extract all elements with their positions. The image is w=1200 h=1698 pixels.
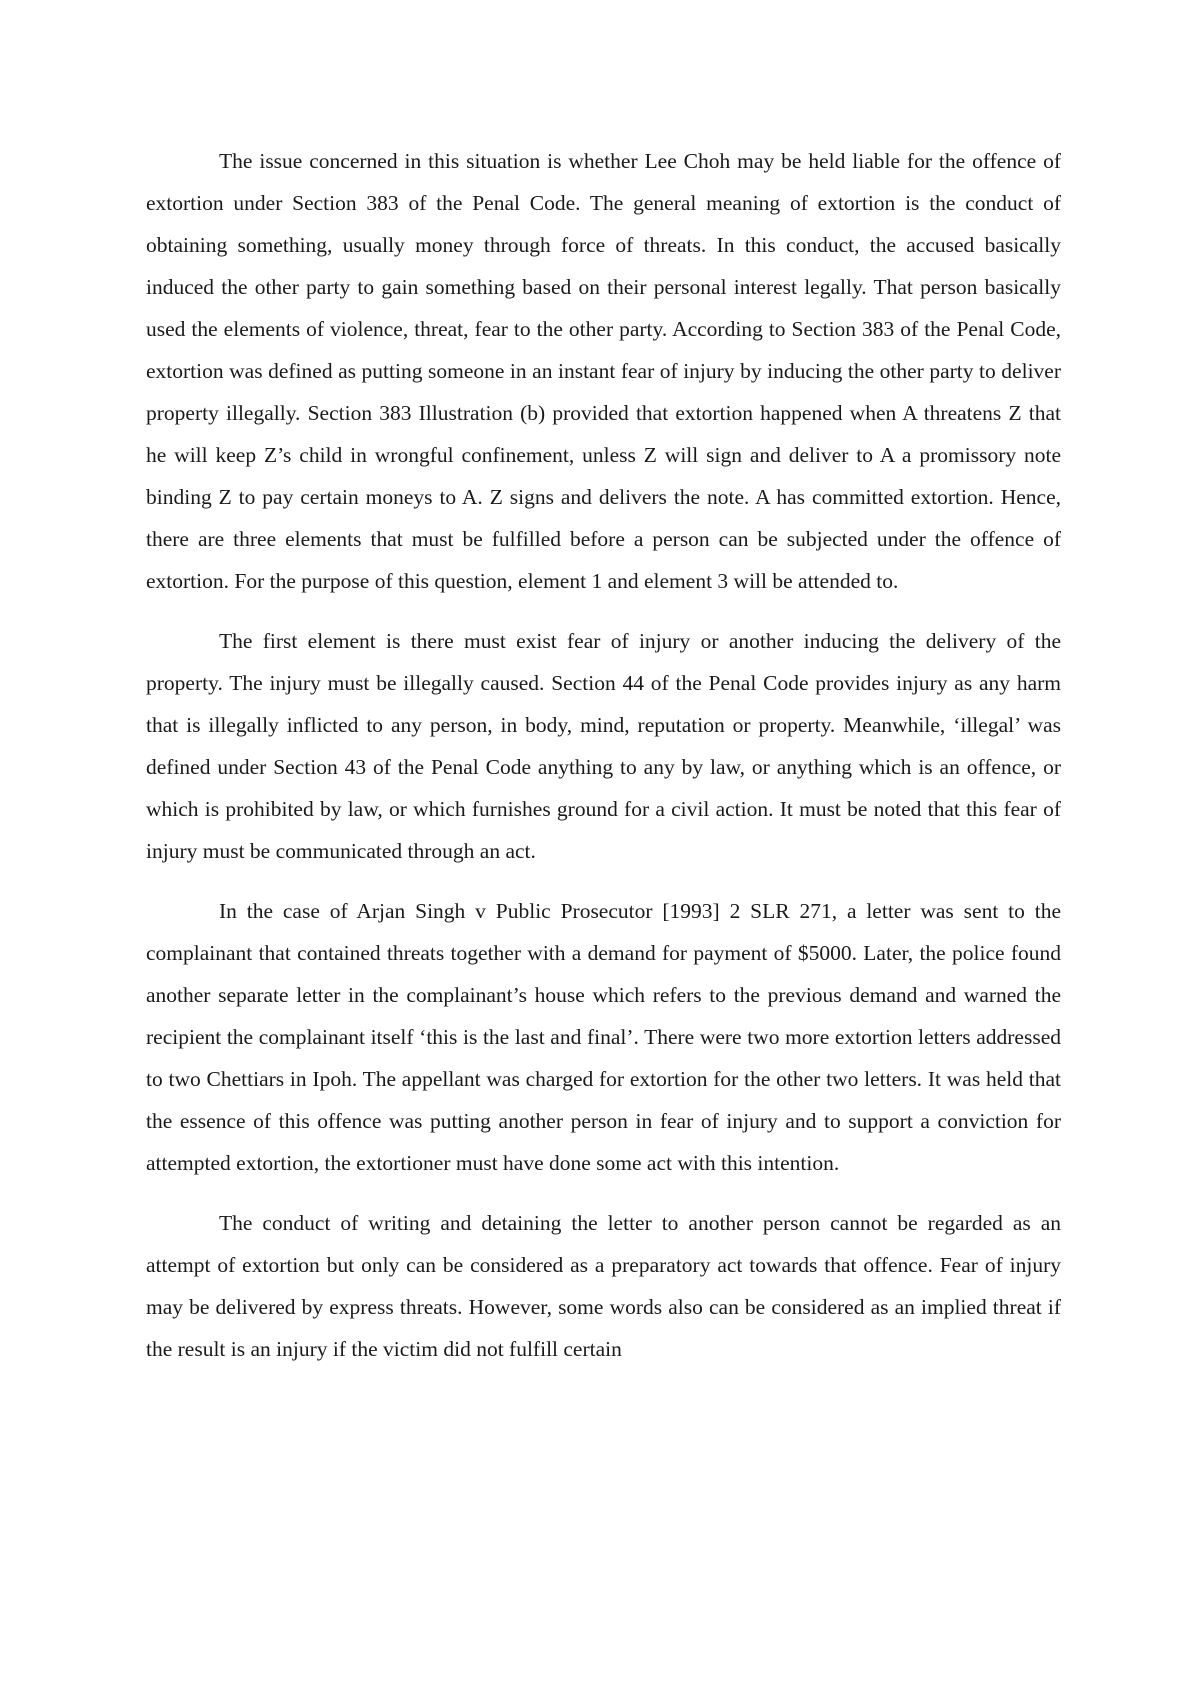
paragraph-first-element: The first element is there must exist fear of injury or another inducing the delivery of the property. The injury must be illegally caused. Section 44 of the Penal Code provides injury as any harm that is illegally inflicted to any person, in body, mind, reputation or property. Meanwhile, ‘illegal’ was defined under Section 43 of the Penal Code anything to any by law, or anything which is an offence, or which is prohibited by law, or which furnishes ground for a civil action. It must be noted that this fear of injury must be communicated through an act. (146, 629, 1061, 863)
document-body (146, 140, 1061, 1388)
paragraph-arjan-singh-case: In the case of Arjan Singh v Public Prosecutor [1993] 2 SLR 271, a letter was sent to the complainant that contained threats together with a demand for payment of $5000. Later, the police found another separate letter in the complainant’s house which refers to the previous demand and warned the recipient the complainant itself ‘this is the last and final’. There were two more extortion letters addressed to two Chettiars in Ipoh. The appellant was charged for extortion for the other two letters. It was held that the essence of this offence was putting another person in fear of injury and to support a conviction for attempted extortion, the extortioner must have done some act with this intention. (146, 899, 1061, 1175)
paragraph-conduct-of-writing: The conduct of writing and detaining the letter to another person cannot be regarded as an attempt of extortion but only can be considered as a preparatory act towards that offence. Fear of injury may be delivered by express threats. However, some words also can be considered as an implied threat if the result is an injury if the victim did not fulfill certain (146, 1211, 1061, 1361)
paragraph-extortion-issue: The issue concerned in this situation is whether Lee Choh may be held liable for the offence of extortion under Section 383 of the Penal Code. The general meaning of extortion is the conduct of obtaining something, usually money through force of threats. In this conduct, the accused basically induced the other party to gain something based on their personal interest legally. That person basically used the elements of violence, threat, fear to the other party. According to Section 383 of the Penal Code, extortion was defined as putting someone in an instant fear of injury by inducing the other party to deliver property illegally. Section 383 Illustration (b) provided that extortion happened when A threatens Z that he will keep Z’s child in wrongful confinement, unless Z will sign and deliver to A a promissory note binding Z to pay certain moneys to A. Z signs and delivers the note. A has committed extortion. Hence, there are three elements that must be fulfilled before a person can be subjected under the offence of extortion. For the purpose of this question, element 1 and element 3 will be attended to. (146, 149, 1061, 593)
